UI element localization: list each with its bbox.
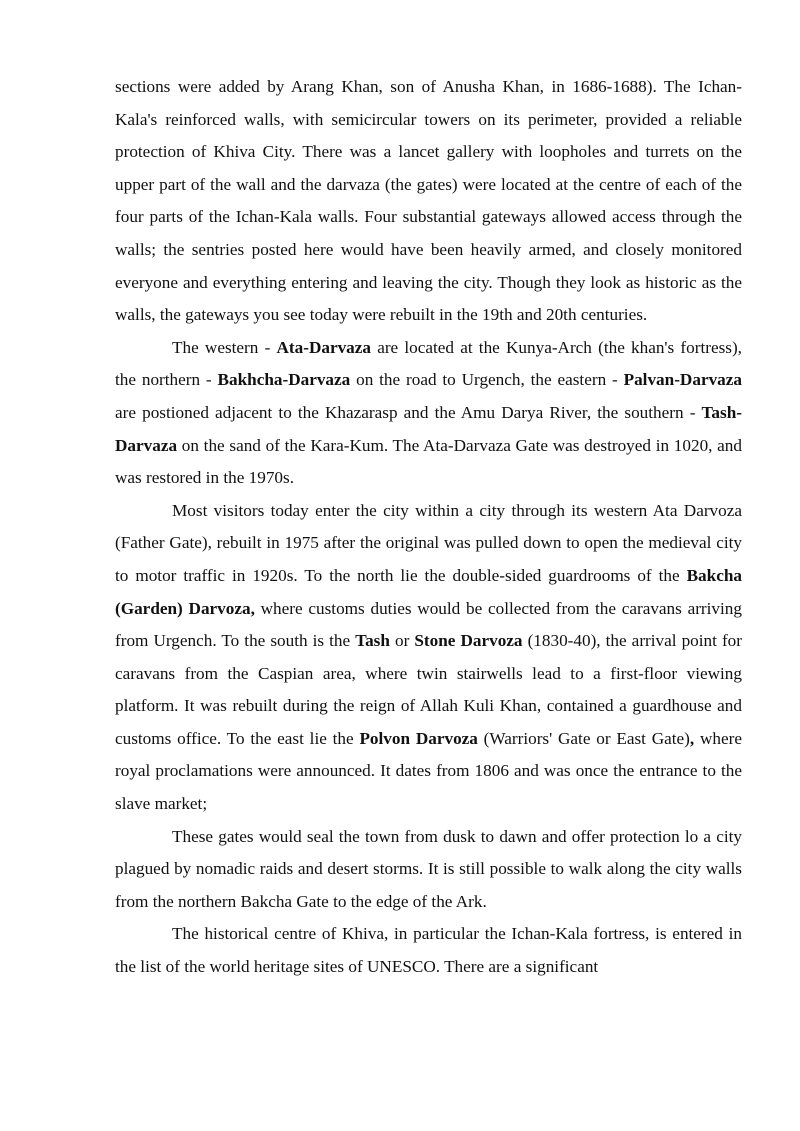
bold-text: , bbox=[689, 728, 695, 748]
paragraph-3 bbox=[115, 495, 742, 821]
text-segment: on the sand of the Kara-Kum. The Ata-Darvaza Gate was destroyed in 1020, and was restored in the 1970s. bbox=[115, 435, 742, 488]
bold-text: Ata-Darvaza bbox=[276, 337, 371, 357]
text-segment: are located at the Kunya-Arch (the khan's fortress), the northern - bbox=[115, 337, 742, 390]
text-segment: where royal proclamations were announced. It dates from 1806 and was once the entrance to the slave market; bbox=[115, 728, 742, 814]
text-segment: where customs duties would be collected from the caravans arriving from Urgench. To the south is the bbox=[115, 598, 742, 651]
bold-text: Bakcha (Garden) Darvoza, bbox=[115, 565, 742, 618]
bold-text: Bakhcha-Darvaza bbox=[217, 370, 351, 390]
body-text bbox=[115, 71, 742, 984]
paragraph-2 bbox=[115, 332, 742, 495]
paragraph-4 bbox=[115, 821, 742, 919]
text-segment: The western - bbox=[172, 337, 277, 357]
bold-text: Tash-Darvaza bbox=[115, 402, 742, 455]
text-segment: (Warriors' Gate or East Gate) bbox=[477, 728, 690, 748]
bold-text: Tash bbox=[355, 631, 390, 651]
paragraph-5 bbox=[115, 918, 742, 983]
text-segment: sections were added by Arang Khan, son of Anusha Khan, in 1686-1688). The Ichan-Kala's reinforced walls, with semicircular towers on its perimeter, provided a reliable protection of Khiva City. There was a lancet gallery with loopholes and turrets on the upper part of the wall and the darvaza (the gates) were located at the centre of each of the four parts of the Ichan-Kala walls. Four substantial gateways allowed access through the walls; the sentries posted here would have been heavily armed, and closely monitored everyone and everything entering and leaving the city. Though they look as historic as the walls, the gateways you see today were rebuilt in the 19th and 20th centuries. bbox=[115, 77, 742, 325]
text-segment: The historical centre of Khiva, in particular the Ichan-Kala fortress, is entered in the list of the world heritage sites of UNESCO. There are a significant bbox=[115, 924, 742, 977]
paragraph-1 bbox=[115, 71, 742, 332]
text-segment: on the road to Urgench, the eastern - bbox=[350, 370, 624, 390]
bold-text: Stone Darvoza bbox=[414, 631, 523, 651]
text-segment: Most visitors today enter the city within a city through its western Ata Darvoza (Father Gate), rebuilt in 1975 after the original was pulled down to open the medieval city to motor traffic in 1920s. To the north lie the double-sided guardrooms of the bbox=[115, 500, 742, 585]
text-segment: These gates would seal the town from dusk to dawn and offer protection lo a city plagued by nomadic raids and desert storms. It is still possible to walk along the city walls from the northern Bakcha Gate to the edge of the Ark. bbox=[115, 826, 742, 911]
text-segment: (1830-40), the arrival point for caravans from the Caspian area, where twin stairwells lead to a first-floor viewing platform. It was rebuilt during the reign of Allah Kuli Khan, contained a guardhouse and customs office. To the east lie the bbox=[115, 631, 743, 748]
bold-text: Polvon Darvoza bbox=[359, 728, 478, 748]
text-segment: are postioned adjacent to the Khazarasp and the Amu Darya River, the southern - bbox=[115, 402, 702, 422]
text-segment: or bbox=[389, 631, 415, 651]
bold-text: Palvan-Darvaza bbox=[623, 370, 742, 390]
